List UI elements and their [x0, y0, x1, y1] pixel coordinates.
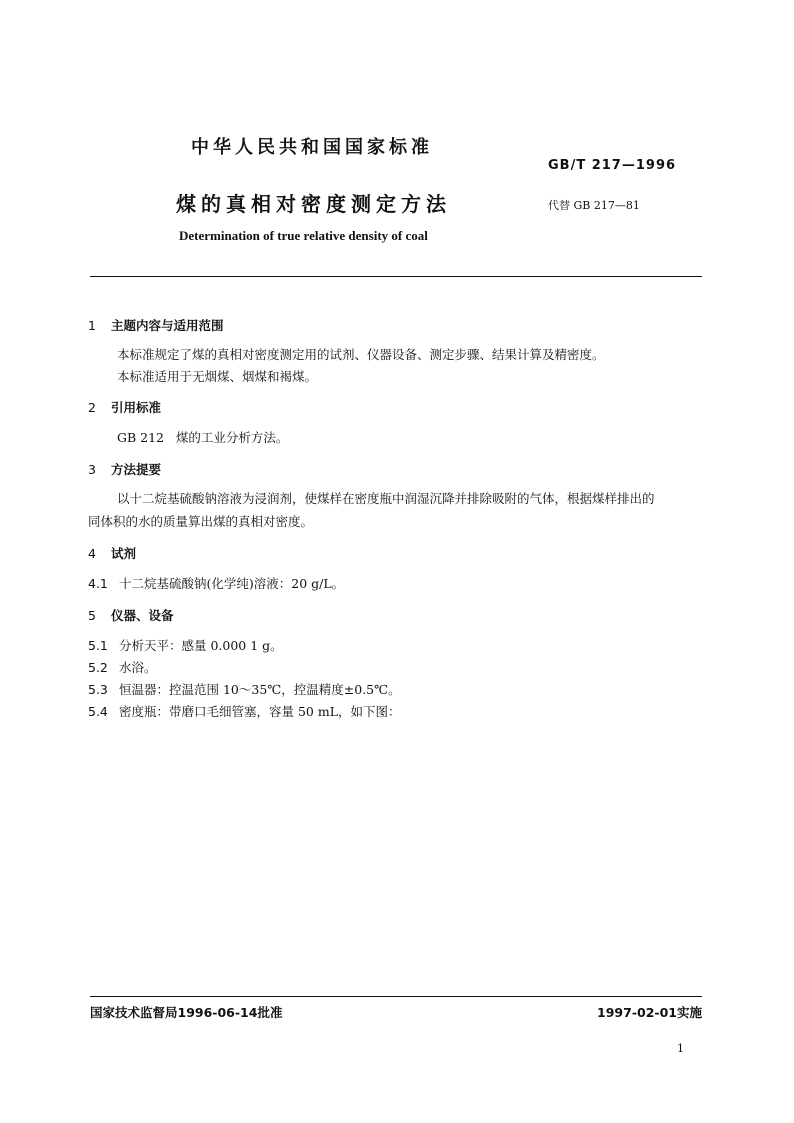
effective-date: 1997-02-01实施 — [597, 1005, 702, 1020]
standard-name: 中华人民共和国国家标准 — [191, 137, 433, 158]
list-item — [88, 680, 401, 698]
section-heading — [88, 398, 161, 416]
item-text: 分析天平：感量 0.000 1 g。 — [119, 638, 283, 653]
item-number: 5.1 — [88, 638, 108, 653]
list-item — [88, 636, 283, 654]
section-heading — [88, 316, 224, 334]
section-heading — [88, 460, 161, 478]
section-number: 3 — [88, 462, 96, 477]
section-number: 5 — [88, 608, 96, 623]
item-number: 5.4 — [88, 704, 108, 719]
section-number: 4 — [88, 546, 96, 561]
document-title-cn: 煤的真相对密度测定方法 — [176, 192, 451, 216]
standard-code: GB/T 217—1996 — [548, 158, 677, 173]
section-heading — [88, 544, 136, 562]
item-text: 密度瓶：带磨口毛细管塞，容量 50 mL，如下图： — [119, 704, 401, 719]
list-item — [88, 658, 157, 676]
page-number: 1 — [677, 1042, 684, 1055]
item-text: 十二烷基硫酸钠(化学纯)溶液：20 g/L。 — [119, 576, 345, 591]
method-paragraph: 以十二烷基硫酸钠溶液为浸润剂，使煤样在密度瓶中润湿沉降并排除吸附的气体，根据煤样排出的 — [117, 491, 655, 506]
item-text: 恒温器：控温范围 10～35℃，控温精度±0.5℃。 — [119, 682, 401, 697]
document-title-en: Determination of true relative density of coal — [179, 228, 428, 243]
item-number: 5.3 — [88, 682, 108, 697]
approval-date: 国家技术监督局1996-06-14批准 — [90, 1005, 283, 1020]
method-paragraph: 同体积的水的质量算出煤的真相对密度。 — [88, 514, 314, 529]
section-number: 2 — [88, 400, 96, 415]
section-title: 试剂 — [111, 546, 137, 561]
section-heading — [88, 606, 174, 624]
item-number: 5.2 — [88, 660, 108, 675]
header-divider — [90, 276, 702, 277]
section-title: 主题内容与适用范围 — [111, 318, 224, 333]
section-title: 方法提要 — [111, 462, 162, 477]
scope-paragraph: 本标准适用于无烟煤、烟煤和褐煤。 — [117, 369, 318, 384]
item-number: 4.1 — [88, 576, 108, 591]
reference-item: GB 212 煤的工业分析方法。 — [117, 430, 289, 445]
item-text: 水浴。 — [119, 660, 157, 675]
scope-paragraph: 本标准规定了煤的真相对密度测定用的试剂、仪器设备、测定步骤、结果计算及精密度。 — [117, 347, 605, 362]
section-title: 引用标准 — [111, 400, 162, 415]
footer-divider — [90, 996, 702, 997]
section-number: 1 — [88, 318, 96, 333]
section-title: 仪器、设备 — [111, 608, 174, 623]
replaces-note: 代替 GB 217—81 — [548, 199, 640, 212]
list-item — [88, 702, 401, 720]
list-item — [88, 574, 344, 592]
